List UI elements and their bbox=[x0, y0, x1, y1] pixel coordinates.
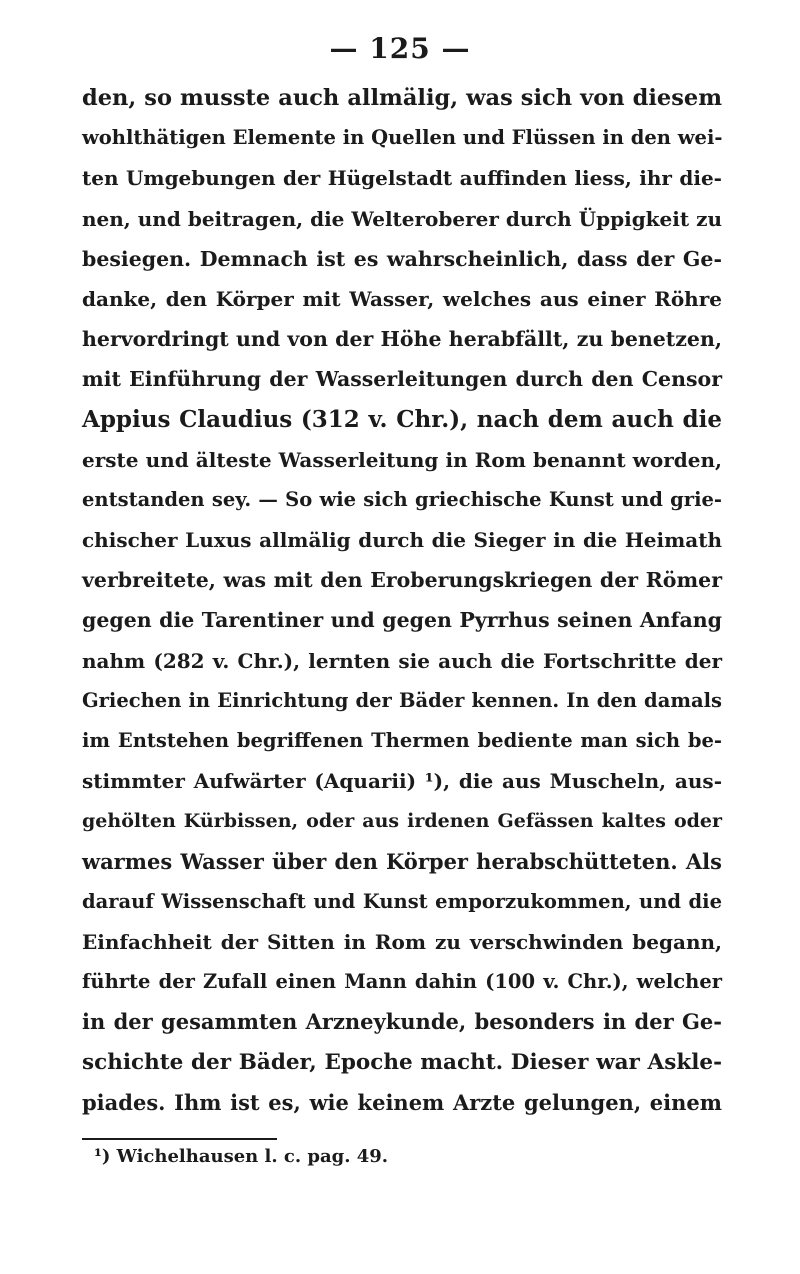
footnote-rule bbox=[82, 1138, 277, 1140]
text-line: Griechen in Einrichtung der Bäder kennen. In den damals bbox=[82, 688, 722, 712]
text-line: gehölten Kürbissen, oder aus irdenen Gefässen kaltes oder bbox=[82, 810, 722, 833]
text-line: in der gesammten Arzneykunde, besonders in der Ge- bbox=[82, 1009, 722, 1035]
text-line: Einfachheit der Sitten in Rom zu verschwinden begann, bbox=[82, 929, 722, 954]
text-line: wohlthätigen Elemente in Quellen und Flüssen in den wei- bbox=[82, 126, 723, 150]
text-line: entstanden sey. — So wie sich griechische Kunst und grie- bbox=[82, 487, 722, 511]
text-line: führte der Zufall einen Mann dahin (100 v. Chr.), welcher bbox=[82, 970, 722, 994]
text-line: nahm (282 v. Chr.), lernten sie auch die Fortschritte der bbox=[82, 648, 722, 673]
text-line: chischer Luxus allmälig durch die Sieger in die Heimath bbox=[82, 528, 722, 553]
text-line: besiegen. Demnach ist es wahrscheinlich, dass der Ge- bbox=[82, 246, 722, 271]
text-line: stimmter Aufwärter (Aquarii) ¹), die aus Muscheln, aus- bbox=[82, 769, 722, 794]
text-line: im Entstehen begriffenen Thermen bediente man sich be- bbox=[82, 729, 722, 752]
footnote: ¹) Wichelhausen l. c. pag. 49. bbox=[94, 1146, 389, 1167]
text-line: nen, und beitragen, die Welteroberer durch Üppigkeit zu bbox=[82, 206, 722, 231]
text-line: darauf Wissenschaft und Kunst emporzukommen, und die bbox=[82, 889, 722, 913]
text-line: danke, den Körper mit Wasser, welches aus einer Röhre bbox=[82, 286, 722, 311]
page-number-header: — 125 — bbox=[329, 32, 471, 65]
text-line: ten Umgebungen der Hügelstadt auffinden liess, ihr die- bbox=[82, 166, 722, 191]
text-line: den, so musste auch allmälig, was sich von diesem bbox=[82, 85, 722, 111]
text-line: erste und älteste Wasserleitung in Rom benannt worden, bbox=[82, 447, 722, 472]
text-line: hervordringt und von der Höhe herabfällt, zu benetzen, bbox=[82, 327, 722, 352]
text-line: mit Einführung der Wasserleitungen durch den Censor bbox=[82, 367, 722, 392]
text-line: warmes Wasser über den Körper herabschütteten. Als bbox=[82, 848, 722, 874]
text-line: verbreitete, was mit den Eroberungskriegen der Römer bbox=[82, 568, 722, 593]
text-line: Appius Claudius (312 v. Chr.), nach dem auch die bbox=[82, 405, 722, 433]
text-line: schichte der Bäder, Epoche macht. Dieser war Askle- bbox=[82, 1049, 722, 1075]
text-line: piades. Ihm ist es, wie keinem Arzte gelungen, einem bbox=[82, 1089, 722, 1115]
text-line: gegen die Tarentiner und gegen Pyrrhus seinen Anfang bbox=[82, 608, 722, 633]
body-text bbox=[82, 78, 722, 1123]
